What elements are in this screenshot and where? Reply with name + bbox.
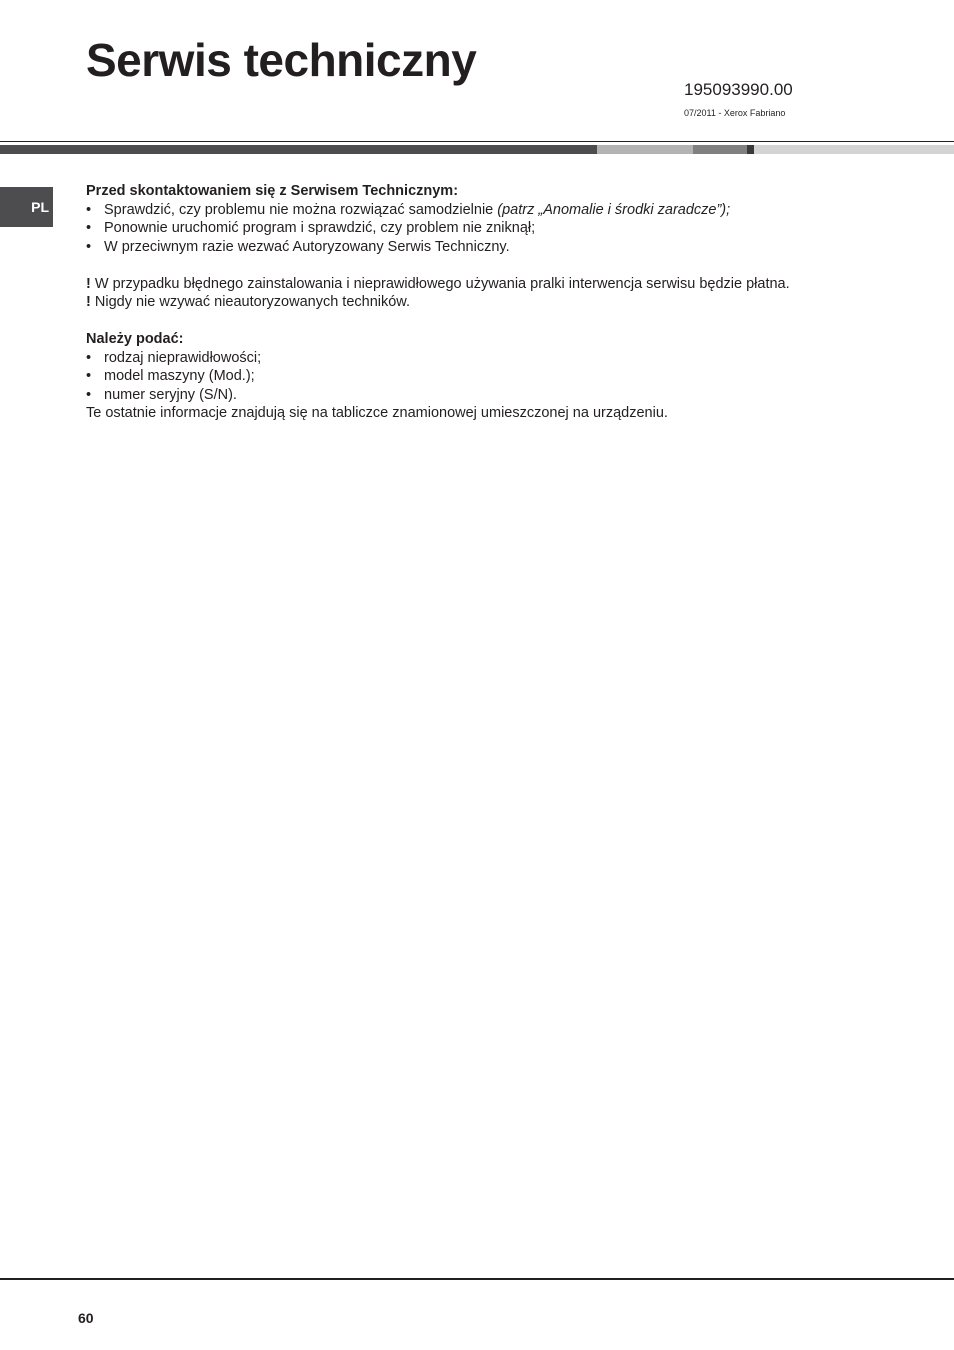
warning-icon: ! [86,275,91,292]
list-item: • rodzaj nieprawidłowości; [86,349,906,368]
document-date: 07/2011 - Xerox Fabriano [684,108,786,118]
warning-icon: ! [86,294,91,310]
page-title: Serwis techniczny [86,34,477,86]
before-contact-list [86,201,906,257]
list-item-text: Sprawdzić, czy problemu nie można rozwiązać samodzielnie [104,201,498,218]
warning-text: Nigdy nie wzywać nieautoryzowanych techników. [90,294,410,310]
color-band-accent [747,145,754,154]
page-number: 60 [78,1310,94,1326]
list-item-text: Ponownie uruchomić program i sprawdzić, czy problem nie zniknął; [104,220,536,236]
list-item [86,219,906,238]
spacer [86,256,906,275]
list-item [86,238,906,257]
content-body [86,182,906,423]
color-band-pale [754,145,954,154]
header-rule [0,141,954,142]
warning-text: W przypadku błędnego zainstalowania i nieprawidłowego używania pralki interwencja serwisu będzie płatna. [90,275,790,292]
section-heading-before-contact: Przed skontaktowaniem się z Serwisem Technicznym: [86,183,459,199]
document-code: 195093990.00 [684,80,793,99]
warning-line [86,293,906,312]
spacer [86,312,906,331]
color-band-mid [693,145,747,154]
list-item: • model maszyny (Mod.); [86,367,906,386]
list-item: • numer seryjny (S/N). [86,386,906,405]
section-heading-provide: Należy podać: [86,331,184,347]
list-item [86,201,906,220]
rating-plate-note: Te ostatnie informacje znajdują się na tabliczce znamionowej umieszczonej na urządzeniu. [86,405,668,421]
color-band-dark [0,145,597,154]
footer-rule [0,1278,954,1280]
provide-list [86,349,906,405]
reference-note: (patrz „Anomalie i środki zaradcze”); [497,201,731,218]
warning-line [86,275,906,294]
color-band-light [597,145,693,154]
language-tab: PL [0,187,53,227]
list-item-text: W przeciwnym razie wezwać Autoryzowany Serwis Techniczny. [104,238,510,255]
